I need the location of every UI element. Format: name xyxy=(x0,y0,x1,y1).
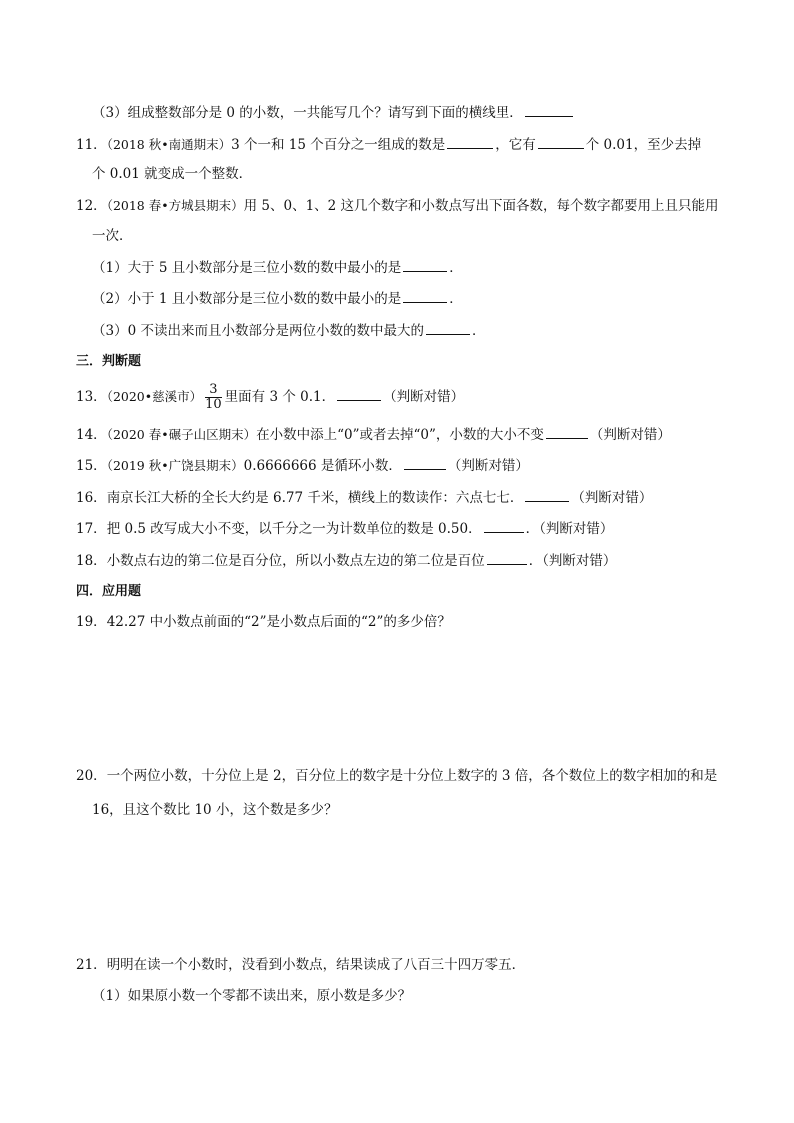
q11-line2-text: 个 0.01 就变成一个整数． xyxy=(92,166,253,182)
answer-blank[interactable] xyxy=(538,134,584,149)
answer-blank[interactable] xyxy=(546,424,588,439)
answer-blank[interactable] xyxy=(404,455,446,470)
q11-line2 xyxy=(92,164,252,184)
q16-hint: （判断对错） xyxy=(571,490,653,506)
q14-text: 在小数中添上“0”或者去掉“0”，小数的大小不变 xyxy=(256,427,544,443)
q11-text: 3 个一和 15 个百分之一组成的数是 xyxy=(231,137,446,153)
q12-sub3-text: （3）0 不读出来而且小数部分是两位小数的数中最大的 xyxy=(92,323,424,339)
q18-number: 18． xyxy=(76,553,107,569)
q17-hint: ．（判断对错） xyxy=(525,521,614,537)
q16 xyxy=(76,487,652,508)
q13-number: 13． xyxy=(76,389,107,405)
answer-blank[interactable] xyxy=(484,518,524,533)
section-heading-application: 四．应用题 xyxy=(76,584,142,599)
answer-blank[interactable] xyxy=(403,257,447,272)
q12-number: 12． xyxy=(76,198,107,214)
answer-blank[interactable] xyxy=(525,487,569,502)
q15-hint: （判断对错） xyxy=(447,458,529,474)
q21-text: 明明在读一个小数时，没看到小数点，结果读成了八百三十四万零五． xyxy=(106,957,526,973)
q13-text: 里面有 3 个 0.1． xyxy=(224,389,336,405)
q12-sub1-end: ． xyxy=(449,260,463,276)
q11-source: （2018 秋•南通期末） xyxy=(106,137,232,152)
q13 xyxy=(76,380,464,414)
q12-sub2-text: （2）小于 1 且小数部分是三位小数的数中最小的是 xyxy=(92,291,402,307)
q21-sub1 xyxy=(92,986,411,1006)
q19 xyxy=(76,612,451,632)
q15-source: （2019 秋•广饶县期末） xyxy=(106,458,244,473)
q16-number: 16． xyxy=(76,490,107,506)
q21-number: 21． xyxy=(76,957,107,973)
q21 xyxy=(76,955,525,975)
q18-text: 小数点右边的第二位是百分位，所以小数点左边的第二位是百位 xyxy=(106,553,485,569)
q14 xyxy=(76,424,671,445)
q19-number: 19． xyxy=(76,614,107,630)
fraction-denominator: 10 xyxy=(205,397,222,412)
q11 xyxy=(76,134,701,155)
q19-text: 42.27 中小数点前面的“2”是小数点后面的“2”的多少倍？ xyxy=(106,614,451,630)
q20-line2 xyxy=(92,800,337,820)
q12-sub1 xyxy=(92,257,463,278)
answer-blank[interactable] xyxy=(403,288,447,303)
q20 xyxy=(76,766,717,786)
q17 xyxy=(76,518,613,539)
q11-text-post: 个 0.01，至少去掉 xyxy=(585,137,702,153)
q14-hint: （判断对错） xyxy=(589,427,671,443)
q14-source: （2020 春•碾子山区期末） xyxy=(106,427,257,442)
q13-source: （2020•慈溪市） xyxy=(106,389,203,404)
q12-sub3 xyxy=(92,320,485,341)
q12-sub3-end: ． xyxy=(471,323,486,339)
q18 xyxy=(76,550,616,571)
q18-hint: ．（判断对错） xyxy=(528,553,617,569)
q15 xyxy=(76,455,529,476)
q20-text: 一个两位小数，十分位上是 2，百分位上的数字是十分位上数字的 3 倍，各个数位上的数字相加的和是 xyxy=(106,768,718,784)
answer-blank[interactable] xyxy=(337,386,381,401)
q12-line2-text: 一次． xyxy=(92,228,133,244)
q12-sub2 xyxy=(92,288,463,309)
q12-text: 用 5、0、1、2 这几个数字和小数点写出下面各数，每个数字都要用上且只能用 xyxy=(243,198,719,214)
fraction-numerator: 3 xyxy=(205,383,222,398)
q12 xyxy=(76,196,719,216)
q11-text-mid: ，它有 xyxy=(495,137,536,153)
q11-number: 11． xyxy=(76,137,107,153)
q10-sub3-text: （3）组成整数部分是 0 的小数，一共能写几个？请写到下面的横线里． xyxy=(92,105,523,121)
q15-number: 15． xyxy=(76,458,107,474)
q21-sub1-text: （1）如果原小数一个零都不读出来，原小数是多少？ xyxy=(92,988,412,1004)
q12-sub1-text: （1）大于 5 且小数部分是三位小数的数中最小的是 xyxy=(92,260,402,276)
answer-blank[interactable] xyxy=(447,134,493,149)
q13-hint: （判断对错） xyxy=(383,389,465,405)
q20-line2-text: 16，且这个数比 10 小，这个数是多少？ xyxy=(92,802,338,818)
q17-number: 17． xyxy=(76,521,107,537)
q12-source: （2018 春•方城县期末） xyxy=(106,198,244,213)
section-heading-judgement: 三．判断题 xyxy=(76,354,142,369)
answer-blank[interactable] xyxy=(426,320,470,335)
answer-blank[interactable] xyxy=(487,550,527,565)
q20-number: 20． xyxy=(76,768,107,784)
q16-text: 南京长江大桥的全长大约是 6.77 千米，横线上的数读作：六点七七． xyxy=(106,490,524,506)
q14-number: 14． xyxy=(76,427,107,443)
fraction xyxy=(205,383,222,412)
q12-line2 xyxy=(92,226,133,246)
q10-sub3 xyxy=(92,102,575,123)
q15-text: 0.6666666 是循环小数． xyxy=(243,458,402,474)
q12-sub2-end: ． xyxy=(449,291,463,307)
q17-text: 把 0.5 改写成大小不变，以千分之一为计数单位的数是 0.50． xyxy=(106,521,482,537)
answer-blank[interactable] xyxy=(525,102,573,117)
